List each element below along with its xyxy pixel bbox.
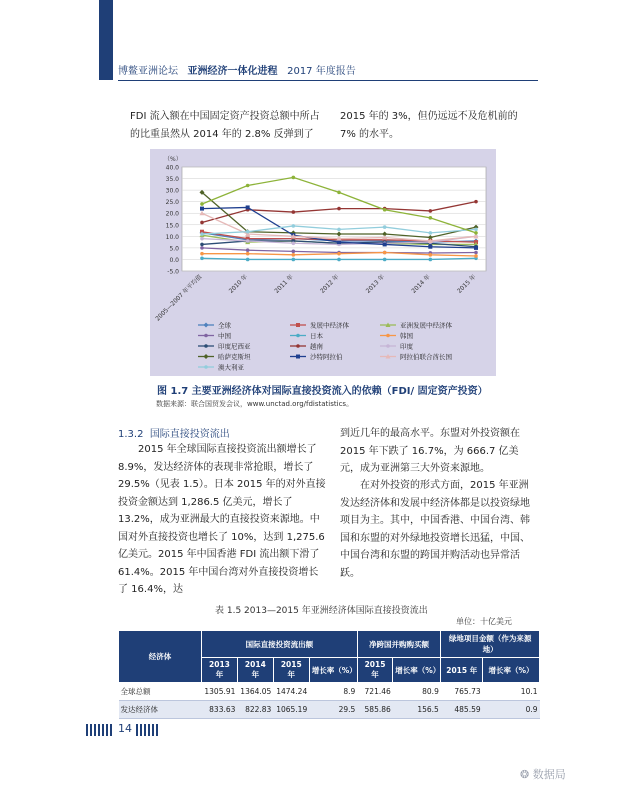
data-point: [246, 184, 250, 188]
data-point: [246, 248, 250, 252]
table-unit: 单位：十亿美元: [456, 617, 512, 626]
data-point: [246, 252, 250, 256]
cell-value: 822.83: [237, 701, 273, 719]
data-point: [292, 250, 296, 254]
data-point: [246, 230, 250, 234]
header-group-mna: 净跨国并购购买额: [357, 631, 441, 658]
data-point: [200, 243, 204, 247]
cell-value: 833.63: [202, 701, 238, 719]
legend-label: 哈萨克斯坦: [218, 352, 251, 361]
data-point: [292, 241, 296, 245]
wechat-icon: ❂: [520, 768, 530, 781]
header-year-report: 2017 年度报告: [287, 66, 356, 77]
header-rule: [118, 80, 538, 81]
y-tick-label: 35.0: [165, 176, 179, 184]
legend-label: 沙特阿拉伯: [310, 352, 343, 361]
data-point: [337, 258, 341, 262]
data-point: [474, 228, 478, 232]
data-point: [200, 252, 204, 256]
legend-label: 全球: [218, 321, 231, 330]
header-economy: 经济体: [119, 631, 202, 683]
footer-barcode-right: [136, 724, 162, 736]
legend-marker: [296, 344, 300, 348]
paragraph-left-top: FDI 流入额在中国固定资产投资总额中所占的比重虽然从 2014 年的 2.8% 反弹到了: [130, 111, 320, 140]
cell-value: 10.1: [483, 683, 540, 701]
data-point: [292, 258, 296, 262]
x-tick-label: 2013 年: [364, 273, 387, 295]
cell-value: 1065.19: [273, 701, 309, 719]
data-point: [429, 209, 433, 213]
legend-label: 印度: [400, 342, 413, 351]
watermark-text: 数据局: [532, 768, 566, 781]
header-sub: 2013 年: [202, 658, 238, 683]
data-point: [383, 251, 387, 255]
y-tick-label: 30.0: [165, 187, 179, 195]
data-point: [429, 216, 433, 220]
data-point: [474, 231, 478, 235]
figure-source: 数据来源：联合国贸发会议，www.unctad.org/fdistatistics。: [156, 400, 354, 408]
data-point: [383, 225, 387, 229]
cell-value: 485.59: [441, 701, 483, 719]
legend-label: 越南: [310, 342, 323, 351]
header-sub: 2015 年: [273, 658, 309, 683]
cell-value: 156.5: [393, 701, 441, 719]
data-point: [474, 254, 478, 258]
data-point: [200, 237, 204, 241]
legend-marker: [204, 323, 209, 328]
x-tick-label: 2014 年: [410, 273, 432, 295]
data-point: [337, 207, 341, 211]
legend-marker: [386, 344, 390, 348]
data-point: [246, 258, 250, 262]
y-tick-label: 25.0: [165, 199, 179, 207]
data-point: [200, 246, 204, 250]
legend-label: 阿拉伯联合酋长国: [400, 352, 452, 361]
x-tick-label: 2010 年: [227, 273, 250, 295]
cell-value: 0.9: [483, 701, 540, 719]
running-header: [118, 62, 356, 77]
paragraph-right-body-1: 到近几年的最高水平。东盟对外投资额在 2015 年下跌了 16.7%，为 666.7 亿美元，成为亚洲第三大外资来源地。: [340, 428, 520, 474]
header-sub: 2015 年: [357, 658, 393, 683]
paragraph-left-body: 2015 年全球国际直接投资流出额增长了 8.9%，发达经济体的表现非常抢眼，增长了 29.5%（见表 1.5）。日本 2015 年的对外直接投资金额达到 1,286.5 亿美元，增长了 13.2%，成为亚洲最大的直接投资来源地。中国对外直接投资也增长了 10%，达到 1,275.6 亿美元。2015 年中国香港 FDI 流出额下滑了 61.4%。2015 年中国台湾对外直接投资增长了 16.4%，达: [118, 444, 326, 595]
table-row: [119, 701, 540, 719]
footer-barcode-left: [86, 724, 116, 736]
data-point: [337, 228, 341, 232]
x-tick-label: 2005—2007 年平均值: [154, 273, 204, 323]
header-forum: 博鳌亚洲论坛: [118, 66, 178, 77]
cell-value: 1364.05: [237, 683, 273, 701]
legend-label: 发展中经济体: [310, 321, 349, 330]
data-point: [337, 252, 341, 256]
cell-value: 765.73: [441, 683, 483, 701]
data-point: [337, 191, 341, 195]
header-sub: 增长率（%）: [393, 658, 441, 683]
data-point: [200, 232, 204, 236]
cell-value: 1474.24: [273, 683, 309, 701]
x-tick-label: 2012 年: [319, 273, 341, 295]
y-tick-label: 5.0: [169, 245, 179, 253]
y-tick-label: 10.0: [165, 233, 179, 241]
cell-economy: 全球总额: [119, 683, 202, 701]
legend-label: 澳大利亚: [218, 363, 244, 372]
watermark: [520, 766, 566, 782]
data-point: [292, 210, 296, 214]
x-tick-label: 2011 年: [273, 273, 295, 295]
header-sub: 2015 年: [441, 658, 483, 683]
y-axis-label: （%）: [164, 156, 182, 163]
data-point: [200, 221, 204, 225]
data-point: [428, 245, 432, 249]
legend-label: 印度尼西亚: [218, 342, 251, 351]
page-number: 14: [118, 722, 132, 735]
legend-label: 中国: [218, 331, 231, 340]
cell-value: 1305.91: [202, 683, 238, 701]
legend-marker: [204, 344, 208, 348]
data-point: [200, 207, 204, 211]
data-point: [429, 253, 433, 257]
data-point: [383, 258, 387, 262]
y-tick-label: 20.0: [165, 210, 179, 218]
data-point: [429, 231, 433, 235]
table-title: 表 1.5 2013—2015 年亚洲经济体国际直接投资流出: [215, 606, 428, 616]
header-sub: 增长率（%）: [483, 658, 540, 683]
legend-marker: [296, 355, 300, 359]
data-point: [200, 202, 204, 206]
table-row: [119, 683, 540, 701]
data-point: [474, 251, 478, 255]
data-point: [429, 258, 433, 262]
y-tick-label: 0.0: [169, 256, 179, 264]
cell-value: 80.9: [393, 683, 441, 701]
cell-value: 721.46: [357, 683, 393, 701]
fdi-line-chart: [150, 149, 496, 376]
data-point: [474, 246, 478, 250]
legend-label: 日本: [310, 331, 323, 340]
cell-value: 29.5: [309, 701, 357, 719]
header-title: 亚洲经济一体化进程: [187, 66, 278, 77]
legend-marker: [204, 334, 208, 338]
legend-marker: [296, 323, 300, 327]
header-sidebar-bar: [99, 0, 113, 80]
legend-marker: [296, 334, 300, 338]
cell-value: 8.9: [309, 683, 357, 701]
data-point: [292, 224, 296, 228]
legend-marker: [204, 365, 208, 369]
data-point: [383, 242, 387, 246]
data-point: [246, 239, 250, 243]
header-group-greenfield: 绿地项目金额（作为来源地）: [441, 631, 540, 658]
legend-label: 韩国: [400, 331, 413, 340]
section-title: 国际直接投资流出: [149, 429, 230, 440]
data-point: [292, 176, 296, 180]
section-heading: [118, 425, 230, 440]
header-sub: 增长率（%）: [309, 658, 357, 683]
paragraph-right-top: 2015 年的 3%，但仍远远不及危机前的 7% 的水平。: [340, 111, 518, 140]
y-tick-label: 40.0: [165, 164, 179, 172]
cell-value: 585.86: [357, 701, 393, 719]
legend-marker: [204, 354, 209, 359]
x-tick-label: 2015 年: [456, 273, 478, 295]
legend-label: 亚洲发展中经济体: [400, 321, 452, 330]
data-point: [246, 205, 250, 209]
header-sub: 2014 年: [237, 658, 273, 683]
data-point: [474, 200, 478, 204]
fdi-outflow-table: [118, 630, 540, 719]
data-point: [200, 256, 204, 260]
legend-marker: [386, 334, 390, 338]
y-tick-label: -5.0: [167, 268, 179, 276]
figure-caption: 图 1.7 主要亚洲经济体对国际直接投资流入的依赖（FDI/ 固定资产投资）: [157, 386, 488, 397]
header-group-flows: 国际直接投资流出额: [202, 631, 358, 658]
section-number: 1.3.2: [118, 429, 144, 440]
data-point: [383, 208, 387, 212]
cell-economy: 发达经济体: [119, 701, 202, 719]
paragraph-right-body-2: 在对外投资的形式方面，2015 年亚洲发达经济体和发展中经济体都是以投资绿地项目为主。其中，中国香港、中国台湾、韩国和东盟的对外绿地投资增长迅猛，中国、中国台湾和东盟的跨国并购活动也异常活跃。: [340, 480, 530, 579]
y-tick-label: 15.0: [165, 222, 179, 230]
data-point: [337, 240, 341, 244]
data-point: [292, 253, 296, 257]
